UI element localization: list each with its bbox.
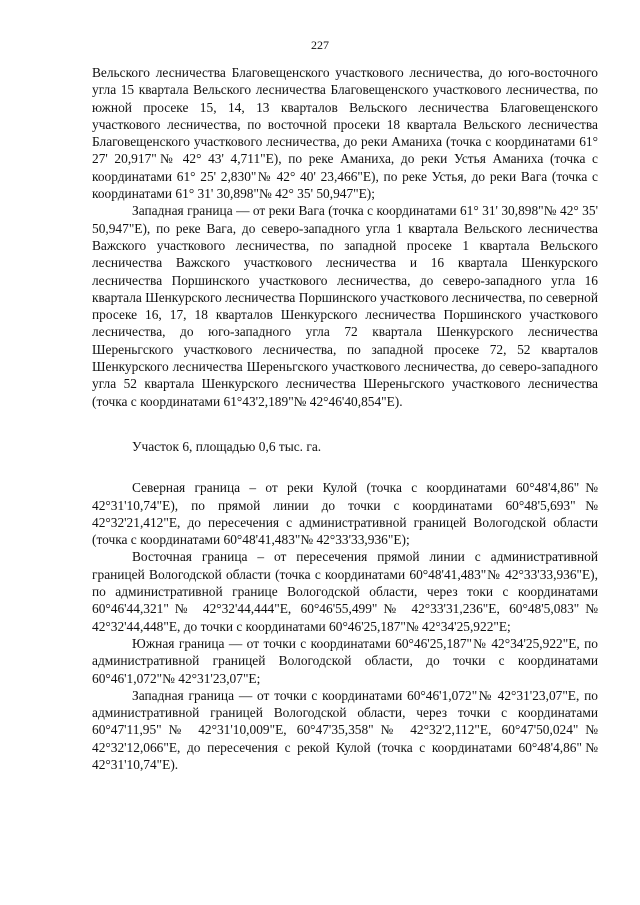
paragraph-east-boundary: Восточная граница – от пересечения прямой линии с административной границей Вологодской области (точка с координатами 60°48'41,483"№ 42°33'33,936"E), по административной границе Вологодской области, через токи с координатами 60°46'44,321"№ 42°32'44,444"E, 60°46'55,499"№ 42°33'31,236"E, 60°48'5,083"№ 42°32'44,448"E, до точки с координатами 60°46'25,187"№ 42°34'25,922"E; [92,549,598,634]
paragraph-south-boundary: Южная граница — от точки с координатами 60°46'25,187"№ 42°34'25,922"E, по административной границей Вологодской области, до точки с координатами 60°46'1,072"№ 42°31'23,07"E; [92,635,598,686]
paragraph-west-boundary: Западная граница — от реки Вага (точка с координатами 61° 31' 30,898"№ 42° 35' 50,947"E), по реке Вага, до северо-западного угла 1 квартала Вельского лесничества Важского участкового лесничества, по западной просеке 1 квартала Вельского лесничества Важского участкового лесничества и 16 квартала Шенкурского лесничества Поршинского участкового лесничества, до северо-западного угла 16 квартала Шенкурского лесничества Поршинского участкового лесничества, по северной просеке 16, 17, 18 кварталов Шенкурского лесничества Поршинского участкового лесничества, до юго-западного угла 72 квартала Шенкурского лесничества Шереньгского участкового лесничества, по западной просеке 72, 52 кварталов Шенкурского лесничества Шереньгского участкового лесничества, до северо-западного угла 52 квартала Шенкурского лесничества Шереньгского участкового лесничества (точка с координатами 61°43'2,189"№ 42°46'40,854"E). [92,203,598,409]
paragraph-west-boundary-plot-6: Западная граница — от точки с координатами 60°46'1,072"№ 42°31'23,07"E, по административной границей Вологодской области, через точки с координатами 60°47'11,95"№ 42°31'10,009"E, 60°47'35,358"№ 42°32'2,112"E, 60°47'50,024"№ 42°32'12,066"E, до пересечения с рекой Кулой (точка с координатами 60°48'4,86"№ 42°31'10,74"E). [92,687,598,772]
page-number: 227 [311,38,329,52]
section-heading-plot-6: Участок 6, площадью 0,6 тыс. га. [132,438,322,454]
document-body [92,64,598,773]
paragraph-north-continuation: Вельского лесничества Благовещенского участкового лесничества, до юго-восточного угла 15 квартала Вельского лесничества Благовещенского участкового лесничества, по южной просеке 15, 14, 13 кварталов Вельского лесничества Благовещенского участкового лесничества, по восточной просеки 18 квартала Вельского лесничества Благовещенского участкового лесничества, до реки Аманиха (точка с координатами 61° 27' 20,917"№ 42° 43' 4,711"E), по реке Аманиха, до реки Устья Аманиха (точка с координатами 61° 25' 2,830"№ 42° 40' 23,466"E), по реке Устья, до реки Вага (точка с координатами 61° 31' 30,898"№ 42° 35' 50,947"E); [92,65,598,202]
paragraph-north-boundary: Северная граница – от реки Кулой (точка с координатами 60°48'4,86"№ 42°31'10,74"E), по прямой линии до точки с координатами 60°48'5,693"№ 42°32'21,412"E, до пересечения с административной границей Вологодской области (точка с координатами 60°48'41,483"№ 42°33'33,936"E); [92,480,598,548]
